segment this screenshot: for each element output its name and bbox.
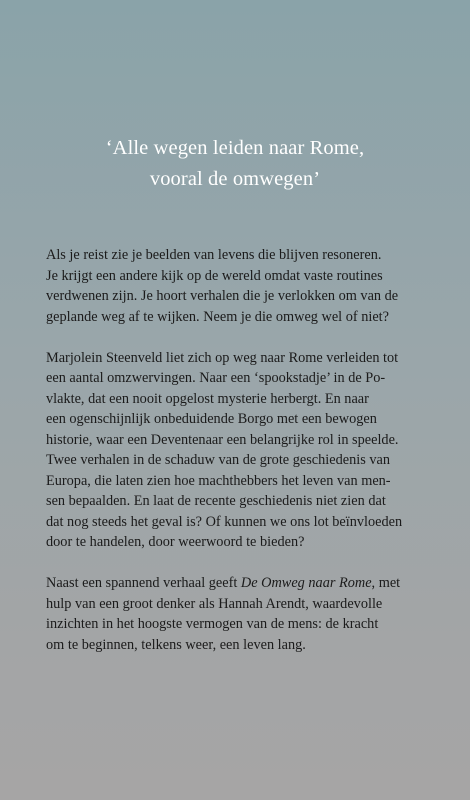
paragraph-3-line-1 <box>46 573 446 594</box>
paragraph-3-line: om te beginnen, telkens weer, een leven lang. <box>46 636 306 653</box>
paragraph-2-line: dat nog steeds het geval is? Of kunnen we ons lot beïnvloeden <box>46 513 403 530</box>
paragraph-3-suffix: , met <box>371 575 401 591</box>
paragraph-2-line: een aantal omzwervingen. Naar een ‘spookstadje’ in de Po- <box>46 370 386 386</box>
paragraph-3-line: hulp van een groot denker als Hannah Arendt, waardevolle <box>46 595 383 612</box>
paragraph-2 <box>46 348 446 553</box>
paragraph-2-line: vlakte, dat een nooit opgelost mysterie herbergt. En naar <box>46 390 369 407</box>
paragraph-3 <box>46 573 446 655</box>
paragraph-1-line: geplande weg af te wijken. Neem je die omweg wel of niet? <box>46 308 389 325</box>
paragraph-2-line: door te handelen, door weerwoord te bieden? <box>46 534 305 550</box>
paragraph-2-line: historie, waar een Deventenaar een belangrijke rol in speelde. <box>46 431 399 448</box>
paragraph-3-line: inzichten in het hoogste vermogen van de mens: de kracht <box>46 616 379 632</box>
paragraph-3-prefix: Naast een spannend verhaal geeft <box>46 575 241 591</box>
paragraph-1 <box>46 245 446 327</box>
paragraph-2-line: een ogenschijnlijk onbeduidende Borgo met een bewogen <box>46 411 377 427</box>
paragraph-1-line: verdwenen zijn. Je hoort verhalen die je verlokken om van de <box>46 288 399 304</box>
blurb-text <box>46 245 446 676</box>
quote-line-1: ‘Alle wegen leiden naar Rome, <box>105 137 365 159</box>
paragraph-1-line: Je krijgt een andere kijk op de wereld omdat vaste routines <box>46 267 383 284</box>
paragraph-2-line: sen bepaalden. En laat de recente geschiedenis niet zien dat <box>46 493 386 509</box>
cover-quote <box>0 133 470 195</box>
paragraph-2-line: Europa, die laten zien hoe machthebbers het leven van men- <box>46 472 391 489</box>
paragraph-1-line: Als je reist zie je beelden van levens die blijven resoneren. <box>46 247 382 263</box>
quote-line-2: vooral de omwegen’ <box>149 168 321 190</box>
paragraph-2-line: Marjolein Steenveld liet zich op weg naar Rome verleiden tot <box>46 349 399 366</box>
paragraph-2-line: Twee verhalen in de schaduw van de grote geschiedenis van <box>46 452 390 468</box>
book-title: De Omweg naar Rome <box>240 575 372 591</box>
